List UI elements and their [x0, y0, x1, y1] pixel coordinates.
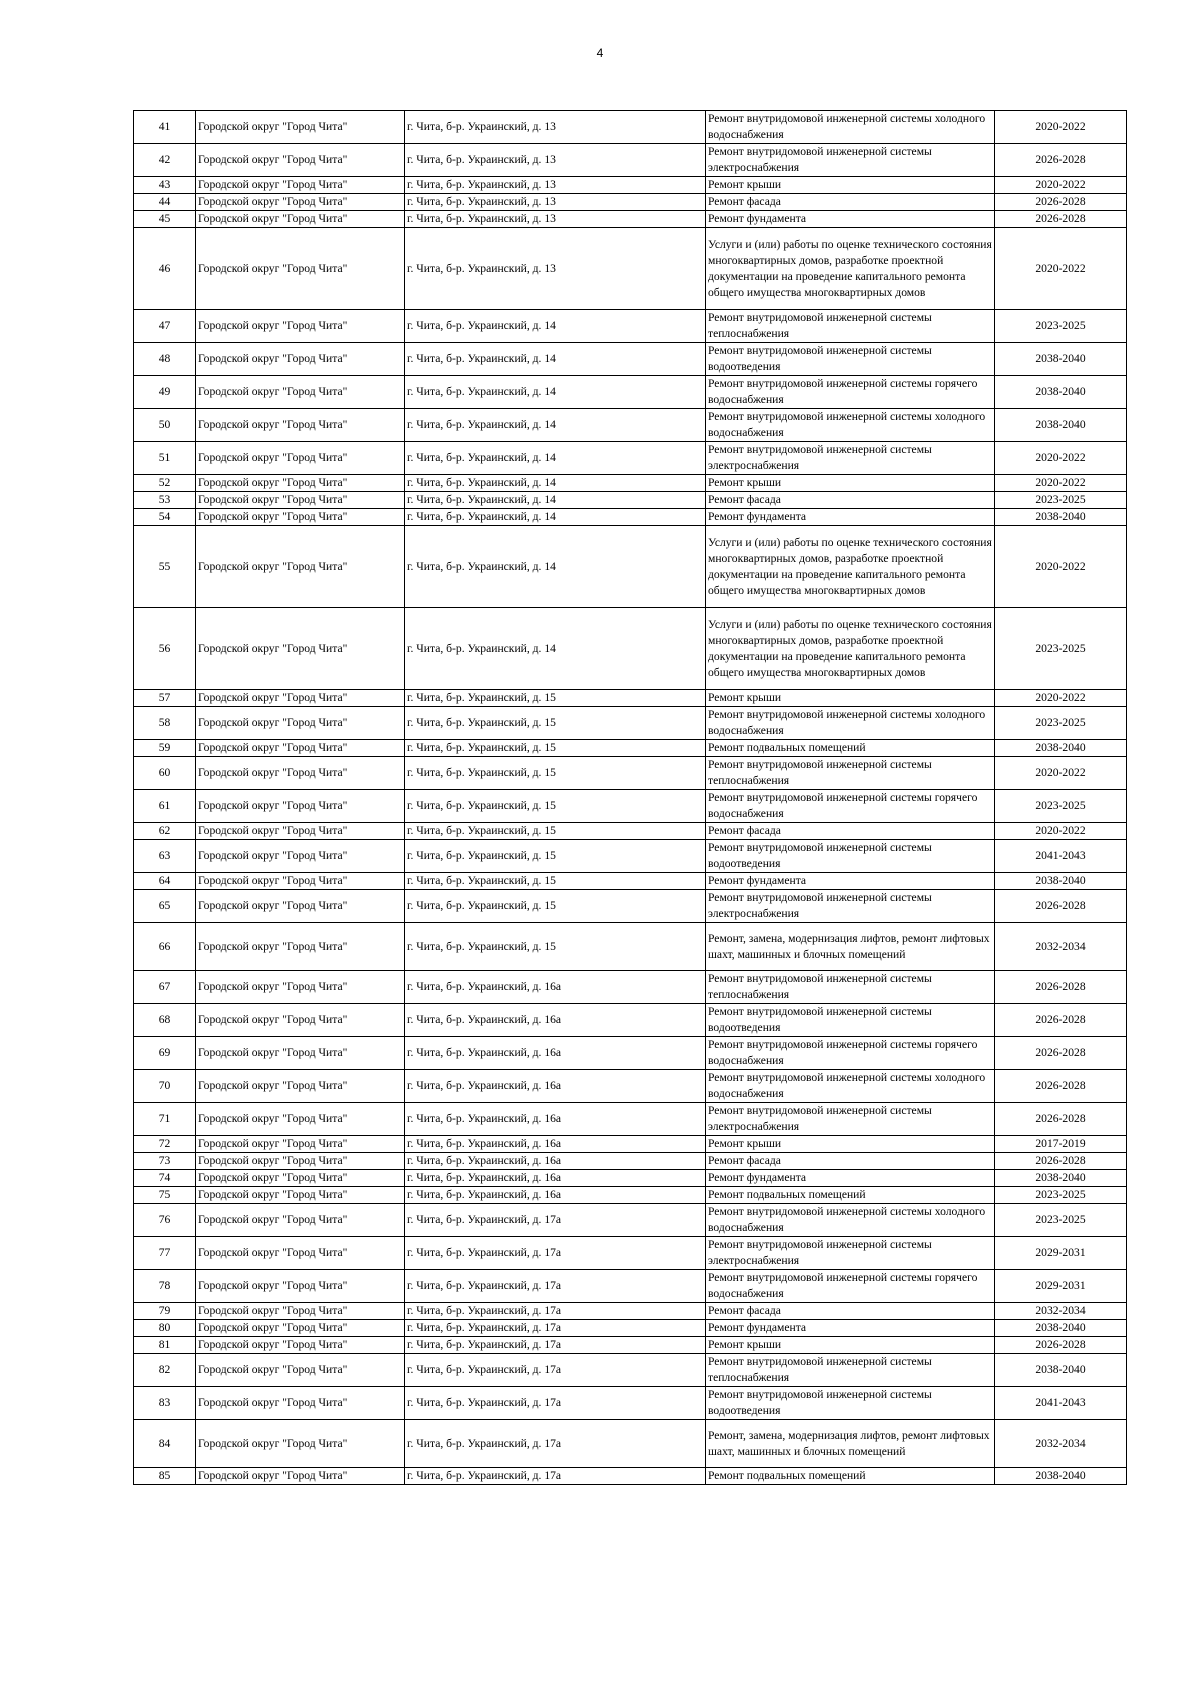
row-number-cell: 78: [134, 1270, 196, 1303]
period-cell: 2041-2043: [995, 1387, 1127, 1420]
table-row: [134, 526, 1127, 608]
municipality-cell: Городской округ "Город Чита": [196, 1037, 405, 1070]
row-number-cell: 72: [134, 1136, 196, 1153]
period-cell: 2032-2034: [995, 923, 1127, 971]
row-number-cell: 52: [134, 475, 196, 492]
table-row: [134, 873, 1127, 890]
work-type-cell: Ремонт внутридомовой инженерной системы электроснабжения: [706, 442, 995, 475]
address-cell: г. Чита, б-р. Украинский, д. 17а: [405, 1204, 706, 1237]
work-type-cell: Ремонт фасада: [706, 1303, 995, 1320]
work-type-cell: Ремонт фундамента: [706, 211, 995, 228]
row-number-cell: 43: [134, 177, 196, 194]
period-cell: 2023-2025: [995, 1187, 1127, 1204]
work-type-cell: Ремонт внутридомовой инженерной системы горячего водоснабжения: [706, 376, 995, 409]
address-cell: г. Чита, б-р. Украинский, д. 14: [405, 442, 706, 475]
work-type-cell: Ремонт внутридомовой инженерной системы теплоснабжения: [706, 971, 995, 1004]
row-number-cell: 69: [134, 1037, 196, 1070]
municipality-cell: Городской округ "Город Чита": [196, 1387, 405, 1420]
table-row: [134, 740, 1127, 757]
table-row: [134, 790, 1127, 823]
municipality-cell: Городской округ "Город Чита": [196, 1136, 405, 1153]
period-cell: 2029-2031: [995, 1270, 1127, 1303]
period-cell: 2032-2034: [995, 1420, 1127, 1468]
address-cell: г. Чита, б-р. Украинский, д. 13: [405, 111, 706, 144]
period-cell: 2038-2040: [995, 1170, 1127, 1187]
municipality-cell: Городской округ "Город Чита": [196, 475, 405, 492]
work-type-cell: Ремонт фасада: [706, 492, 995, 509]
address-cell: г. Чита, б-р. Украинский, д. 16а: [405, 1103, 706, 1136]
address-cell: г. Чита, б-р. Украинский, д. 14: [405, 343, 706, 376]
work-type-cell: Ремонт внутридомовой инженерной системы горячего водоснабжения: [706, 1270, 995, 1303]
period-cell: 2038-2040: [995, 873, 1127, 890]
address-cell: г. Чита, б-р. Украинский, д. 16а: [405, 1004, 706, 1037]
municipality-cell: Городской округ "Город Чита": [196, 1153, 405, 1170]
period-cell: 2026-2028: [995, 1153, 1127, 1170]
work-type-cell: Ремонт фундамента: [706, 1320, 995, 1337]
address-cell: г. Чита, б-р. Украинский, д. 15: [405, 840, 706, 873]
municipality-cell: Городской округ "Город Чита": [196, 1237, 405, 1270]
period-cell: 2026-2028: [995, 1037, 1127, 1070]
address-cell: г. Чита, б-р. Украинский, д. 15: [405, 757, 706, 790]
work-type-cell: Ремонт крыши: [706, 475, 995, 492]
address-cell: г. Чита, б-р. Украинский, д. 16а: [405, 1170, 706, 1187]
municipality-cell: Городской округ "Город Чита": [196, 376, 405, 409]
address-cell: г. Чита, б-р. Украинский, д. 17а: [405, 1387, 706, 1420]
municipality-cell: Городской округ "Город Чита": [196, 823, 405, 840]
work-type-cell: Услуги и (или) работы по оценке технического состояния многоквартирных домов, разработке проектной документации на проведение капитального ремонта общего имущества многоквартирных домов: [706, 608, 995, 690]
table-row: [134, 1303, 1127, 1320]
row-number-cell: 47: [134, 310, 196, 343]
period-cell: 2020-2022: [995, 177, 1127, 194]
row-number-cell: 73: [134, 1153, 196, 1170]
row-number-cell: 59: [134, 740, 196, 757]
table-row: [134, 690, 1127, 707]
row-number-cell: 54: [134, 509, 196, 526]
table-row: [134, 144, 1127, 177]
period-cell: 2020-2022: [995, 228, 1127, 310]
row-number-cell: 62: [134, 823, 196, 840]
row-number-cell: 41: [134, 111, 196, 144]
work-type-cell: Ремонт внутридомовой инженерной системы холодного водоснабжения: [706, 707, 995, 740]
municipality-cell: Городской округ "Город Чита": [196, 608, 405, 690]
row-number-cell: 67: [134, 971, 196, 1004]
address-cell: г. Чита, б-р. Украинский, д. 17а: [405, 1320, 706, 1337]
municipality-cell: Городской округ "Город Чита": [196, 971, 405, 1004]
municipality-cell: Городской округ "Город Чита": [196, 177, 405, 194]
work-type-cell: Ремонт фундамента: [706, 873, 995, 890]
row-number-cell: 50: [134, 409, 196, 442]
address-cell: г. Чита, б-р. Украинский, д. 16а: [405, 1037, 706, 1070]
table-row: [134, 177, 1127, 194]
address-cell: г. Чита, б-р. Украинский, д. 17а: [405, 1237, 706, 1270]
address-cell: г. Чита, б-р. Украинский, д. 13: [405, 194, 706, 211]
municipality-cell: Городской округ "Город Чита": [196, 1337, 405, 1354]
row-number-cell: 64: [134, 873, 196, 890]
address-cell: г. Чита, б-р. Украинский, д. 16а: [405, 1136, 706, 1153]
period-cell: 2026-2028: [995, 194, 1127, 211]
row-number-cell: 71: [134, 1103, 196, 1136]
municipality-cell: Городской округ "Город Чита": [196, 740, 405, 757]
municipality-cell: Городской округ "Город Чита": [196, 690, 405, 707]
address-cell: г. Чита, б-р. Украинский, д. 16а: [405, 1153, 706, 1170]
row-number-cell: 85: [134, 1468, 196, 1485]
address-cell: г. Чита, б-р. Украинский, д. 13: [405, 144, 706, 177]
work-type-cell: Ремонт фасада: [706, 1153, 995, 1170]
period-cell: 2026-2028: [995, 1103, 1127, 1136]
work-type-cell: Ремонт внутридомовой инженерной системы холодного водоснабжения: [706, 1204, 995, 1237]
period-cell: 2038-2040: [995, 343, 1127, 376]
table-body: [134, 111, 1127, 1485]
work-type-cell: Ремонт внутридомовой инженерной системы водоотведения: [706, 840, 995, 873]
period-cell: 2026-2028: [995, 1337, 1127, 1354]
table-row: [134, 211, 1127, 228]
address-cell: г. Чита, б-р. Украинский, д. 17а: [405, 1354, 706, 1387]
period-cell: 2038-2040: [995, 1354, 1127, 1387]
period-cell: 2020-2022: [995, 442, 1127, 475]
municipality-cell: Городской округ "Город Чита": [196, 873, 405, 890]
work-type-cell: Ремонт внутридомовой инженерной системы теплоснабжения: [706, 757, 995, 790]
table-row: [134, 1420, 1127, 1468]
work-type-cell: Услуги и (или) работы по оценке технического состояния многоквартирных домов, разработке проектной документации на проведение капитального ремонта общего имущества многоквартирных домов: [706, 526, 995, 608]
row-number-cell: 45: [134, 211, 196, 228]
table-row: [134, 442, 1127, 475]
period-cell: 2026-2028: [995, 144, 1127, 177]
work-type-cell: Ремонт крыши: [706, 1337, 995, 1354]
address-cell: г. Чита, б-р. Украинский, д. 14: [405, 509, 706, 526]
table-row: [134, 707, 1127, 740]
work-type-cell: Ремонт внутридомовой инженерной системы холодного водоснабжения: [706, 409, 995, 442]
work-type-cell: Ремонт крыши: [706, 1136, 995, 1153]
address-cell: г. Чита, б-р. Украинский, д. 14: [405, 526, 706, 608]
row-number-cell: 84: [134, 1420, 196, 1468]
address-cell: г. Чита, б-р. Украинский, д. 14: [405, 409, 706, 442]
row-number-cell: 48: [134, 343, 196, 376]
period-cell: 2026-2028: [995, 890, 1127, 923]
work-type-cell: Ремонт внутридомовой инженерной системы электроснабжения: [706, 144, 995, 177]
period-cell: 2038-2040: [995, 509, 1127, 526]
table-row: [134, 1136, 1127, 1153]
table-row: [134, 608, 1127, 690]
period-cell: 2026-2028: [995, 1004, 1127, 1037]
table-row: [134, 194, 1127, 211]
table-row: [134, 1204, 1127, 1237]
work-type-cell: Ремонт фундамента: [706, 509, 995, 526]
municipality-cell: Городской округ "Город Чита": [196, 194, 405, 211]
municipality-cell: Городской округ "Город Чита": [196, 343, 405, 376]
row-number-cell: 44: [134, 194, 196, 211]
municipality-cell: Городской округ "Город Чита": [196, 526, 405, 608]
municipality-cell: Городской округ "Город Чита": [196, 757, 405, 790]
table-row: [134, 1037, 1127, 1070]
municipality-cell: Городской округ "Город Чита": [196, 1468, 405, 1485]
period-cell: 2017-2019: [995, 1136, 1127, 1153]
work-type-cell: Ремонт внутридомовой инженерной системы горячего водоснабжения: [706, 1037, 995, 1070]
row-number-cell: 49: [134, 376, 196, 409]
row-number-cell: 77: [134, 1237, 196, 1270]
municipality-cell: Городской округ "Город Чита": [196, 1354, 405, 1387]
address-cell: г. Чита, б-р. Украинский, д. 15: [405, 923, 706, 971]
work-type-cell: Ремонт внутридомовой инженерной системы горячего водоснабжения: [706, 790, 995, 823]
table-row: [134, 1387, 1127, 1420]
municipality-cell: Городской округ "Город Чита": [196, 211, 405, 228]
address-cell: г. Чита, б-р. Украинский, д. 15: [405, 707, 706, 740]
address-cell: г. Чита, б-р. Украинский, д. 14: [405, 492, 706, 509]
period-cell: 2020-2022: [995, 111, 1127, 144]
period-cell: 2026-2028: [995, 211, 1127, 228]
table-row: [134, 1170, 1127, 1187]
table-row: [134, 971, 1127, 1004]
municipality-cell: Городской округ "Город Чита": [196, 409, 405, 442]
work-type-cell: Ремонт внутридомовой инженерной системы электроснабжения: [706, 1103, 995, 1136]
municipality-cell: Городской округ "Город Чита": [196, 790, 405, 823]
work-type-cell: Ремонт фасада: [706, 194, 995, 211]
table-row: [134, 1468, 1127, 1485]
period-cell: 2020-2022: [995, 757, 1127, 790]
period-cell: 2041-2043: [995, 840, 1127, 873]
municipality-cell: Городской округ "Город Чита": [196, 1204, 405, 1237]
work-type-cell: Ремонт внутридомовой инженерной системы электроснабжения: [706, 890, 995, 923]
period-cell: 2023-2025: [995, 790, 1127, 823]
work-type-cell: Ремонт внутридомовой инженерной системы водоотведения: [706, 1387, 995, 1420]
municipality-cell: Городской округ "Город Чита": [196, 1420, 405, 1468]
period-cell: 2023-2025: [995, 310, 1127, 343]
page-number: 4: [596, 46, 604, 60]
work-type-cell: Ремонт внутридомовой инженерной системы водоотведения: [706, 343, 995, 376]
municipality-cell: Городской округ "Город Чита": [196, 840, 405, 873]
table-row: [134, 1337, 1127, 1354]
municipality-cell: Городской округ "Город Чита": [196, 310, 405, 343]
work-type-cell: Ремонт крыши: [706, 177, 995, 194]
work-type-cell: Ремонт фасада: [706, 823, 995, 840]
row-number-cell: 53: [134, 492, 196, 509]
table-row: [134, 475, 1127, 492]
period-cell: 2023-2025: [995, 707, 1127, 740]
work-type-cell: Ремонт внутридомовой инженерной системы электроснабжения: [706, 1237, 995, 1270]
row-number-cell: 42: [134, 144, 196, 177]
address-cell: г. Чита, б-р. Украинский, д. 15: [405, 790, 706, 823]
row-number-cell: 46: [134, 228, 196, 310]
municipality-cell: Городской округ "Город Чита": [196, 1004, 405, 1037]
address-cell: г. Чита, б-р. Украинский, д. 17а: [405, 1303, 706, 1320]
address-cell: г. Чита, б-р. Украинский, д. 15: [405, 890, 706, 923]
table-row: [134, 1153, 1127, 1170]
address-cell: г. Чита, б-р. Украинский, д. 14: [405, 310, 706, 343]
address-cell: г. Чита, б-р. Украинский, д. 17а: [405, 1270, 706, 1303]
work-type-cell: Ремонт внутридомовой инженерной системы холодного водоснабжения: [706, 111, 995, 144]
table-row: [134, 492, 1127, 509]
row-number-cell: 83: [134, 1387, 196, 1420]
row-number-cell: 76: [134, 1204, 196, 1237]
period-cell: 2038-2040: [995, 1468, 1127, 1485]
work-type-cell: Услуги и (или) работы по оценке технического состояния многоквартирных домов, разработке проектной документации на проведение капитального ремонта общего имущества многоквартирных домов: [706, 228, 995, 310]
repair-schedule-table: [133, 110, 1127, 1485]
address-cell: г. Чита, б-р. Украинский, д. 17а: [405, 1420, 706, 1468]
municipality-cell: Городской округ "Город Чита": [196, 111, 405, 144]
municipality-cell: Городской округ "Город Чита": [196, 442, 405, 475]
table-row: [134, 509, 1127, 526]
period-cell: 2038-2040: [995, 376, 1127, 409]
address-cell: г. Чита, б-р. Украинский, д. 16а: [405, 1187, 706, 1204]
table-row: [134, 890, 1127, 923]
table-row: [134, 1004, 1127, 1037]
municipality-cell: Городской округ "Город Чита": [196, 509, 405, 526]
period-cell: 2038-2040: [995, 740, 1127, 757]
period-cell: 2020-2022: [995, 526, 1127, 608]
work-type-cell: Ремонт, замена, модернизация лифтов, ремонт лифтовых шахт, машинных и блочных помещений: [706, 923, 995, 971]
period-cell: 2026-2028: [995, 1070, 1127, 1103]
municipality-cell: Городской округ "Город Чита": [196, 228, 405, 310]
table-row: [134, 840, 1127, 873]
table-row: [134, 823, 1127, 840]
table-row: [134, 923, 1127, 971]
address-cell: г. Чита, б-р. Украинский, д. 16а: [405, 971, 706, 1004]
period-cell: 2020-2022: [995, 690, 1127, 707]
period-cell: 2023-2025: [995, 492, 1127, 509]
work-type-cell: Ремонт фундамента: [706, 1170, 995, 1187]
row-number-cell: 61: [134, 790, 196, 823]
table-row: [134, 1237, 1127, 1270]
table-row: [134, 1103, 1127, 1136]
work-type-cell: Ремонт внутридомовой инженерной системы водоотведения: [706, 1004, 995, 1037]
period-cell: 2029-2031: [995, 1237, 1127, 1270]
table-row: [134, 343, 1127, 376]
row-number-cell: 58: [134, 707, 196, 740]
address-cell: г. Чита, б-р. Украинский, д. 17а: [405, 1337, 706, 1354]
period-cell: 2023-2025: [995, 1204, 1127, 1237]
municipality-cell: Городской округ "Город Чита": [196, 1103, 405, 1136]
table-row: [134, 1270, 1127, 1303]
work-type-cell: Ремонт, замена, модернизация лифтов, ремонт лифтовых шахт, машинных и блочных помещений: [706, 1420, 995, 1468]
period-cell: 2032-2034: [995, 1303, 1127, 1320]
municipality-cell: Городской округ "Город Чита": [196, 1303, 405, 1320]
table-row: [134, 1070, 1127, 1103]
address-cell: г. Чита, б-р. Украинский, д. 13: [405, 177, 706, 194]
row-number-cell: 65: [134, 890, 196, 923]
table-row: [134, 228, 1127, 310]
address-cell: г. Чита, б-р. Украинский, д. 14: [405, 608, 706, 690]
table-row: [134, 1320, 1127, 1337]
table-row: [134, 111, 1127, 144]
period-cell: 2038-2040: [995, 1320, 1127, 1337]
table-row: [134, 757, 1127, 790]
row-number-cell: 56: [134, 608, 196, 690]
work-type-cell: Ремонт внутридомовой инженерной системы холодного водоснабжения: [706, 1070, 995, 1103]
address-cell: г. Чита, б-р. Украинский, д. 15: [405, 873, 706, 890]
row-number-cell: 82: [134, 1354, 196, 1387]
work-type-cell: Ремонт подвальных помещений: [706, 1187, 995, 1204]
table-row: [134, 1187, 1127, 1204]
period-cell: 2023-2025: [995, 608, 1127, 690]
municipality-cell: Городской округ "Город Чита": [196, 1270, 405, 1303]
address-cell: г. Чита, б-р. Украинский, д. 14: [405, 475, 706, 492]
address-cell: г. Чита, б-р. Украинский, д. 15: [405, 690, 706, 707]
municipality-cell: Городской округ "Город Чита": [196, 890, 405, 923]
municipality-cell: Городской округ "Город Чита": [196, 1070, 405, 1103]
row-number-cell: 70: [134, 1070, 196, 1103]
row-number-cell: 66: [134, 923, 196, 971]
period-cell: 2038-2040: [995, 409, 1127, 442]
table-row: [134, 310, 1127, 343]
municipality-cell: Городской округ "Город Чита": [196, 707, 405, 740]
municipality-cell: Городской округ "Город Чита": [196, 923, 405, 971]
period-cell: 2020-2022: [995, 475, 1127, 492]
row-number-cell: 68: [134, 1004, 196, 1037]
period-cell: 2020-2022: [995, 823, 1127, 840]
row-number-cell: 60: [134, 757, 196, 790]
municipality-cell: Городской округ "Город Чита": [196, 1170, 405, 1187]
work-type-cell: Ремонт подвальных помещений: [706, 1468, 995, 1485]
row-number-cell: 55: [134, 526, 196, 608]
period-cell: 2026-2028: [995, 971, 1127, 1004]
municipality-cell: Городской округ "Город Чита": [196, 1187, 405, 1204]
address-cell: г. Чита, б-р. Украинский, д. 13: [405, 228, 706, 310]
table-row: [134, 409, 1127, 442]
work-type-cell: Ремонт внутридомовой инженерной системы теплоснабжения: [706, 310, 995, 343]
address-cell: г. Чита, б-р. Украинский, д. 17а: [405, 1468, 706, 1485]
row-number-cell: 74: [134, 1170, 196, 1187]
address-cell: г. Чита, б-р. Украинский, д. 15: [405, 823, 706, 840]
row-number-cell: 51: [134, 442, 196, 475]
address-cell: г. Чита, б-р. Украинский, д. 16а: [405, 1070, 706, 1103]
row-number-cell: 80: [134, 1320, 196, 1337]
work-type-cell: Ремонт крыши: [706, 690, 995, 707]
work-type-cell: Ремонт подвальных помещений: [706, 740, 995, 757]
address-cell: г. Чита, б-р. Украинский, д. 13: [405, 211, 706, 228]
row-number-cell: 79: [134, 1303, 196, 1320]
row-number-cell: 63: [134, 840, 196, 873]
address-cell: г. Чита, б-р. Украинский, д. 14: [405, 376, 706, 409]
row-number-cell: 75: [134, 1187, 196, 1204]
table-row: [134, 376, 1127, 409]
table-row: [134, 1354, 1127, 1387]
row-number-cell: 81: [134, 1337, 196, 1354]
municipality-cell: Городской округ "Город Чита": [196, 492, 405, 509]
municipality-cell: Городской округ "Город Чита": [196, 1320, 405, 1337]
row-number-cell: 57: [134, 690, 196, 707]
work-type-cell: Ремонт внутридомовой инженерной системы теплоснабжения: [706, 1354, 995, 1387]
municipality-cell: Городской округ "Город Чита": [196, 144, 405, 177]
address-cell: г. Чита, б-р. Украинский, д. 15: [405, 740, 706, 757]
